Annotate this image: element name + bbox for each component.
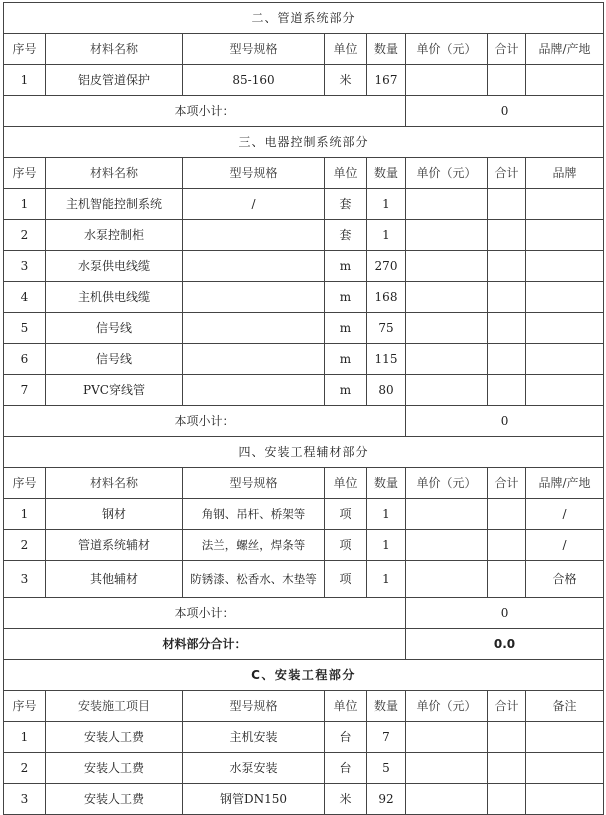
header-total: 合计 [488,691,526,722]
cell-remark [526,784,604,815]
header-spec: 型号规格 [183,34,325,65]
cell-remark [526,722,604,753]
header-unit: 单位 [325,691,367,722]
cell-brand [526,282,604,313]
cell-price [406,251,488,282]
cell-qty: 80 [367,375,406,406]
header-index: 序号 [4,468,46,499]
subtotal-value: 0 [406,96,604,127]
cell-brand [526,251,604,282]
subtotal-row [4,598,604,629]
section-title-row [4,3,604,34]
header-unit: 单位 [325,468,367,499]
cell-index: 3 [4,784,46,815]
materials-total-value: 0.0 [406,629,604,660]
table-row [4,499,604,530]
cell-unit: m [325,282,367,313]
header-row [4,468,604,499]
header-qty: 数量 [367,691,406,722]
cell-name: 信号线 [46,344,183,375]
header-index: 序号 [4,158,46,189]
table-row [4,282,604,313]
cell-name: 信号线 [46,313,183,344]
table-row [4,251,604,282]
cell-brand: 合格 [526,561,604,598]
cell-price [406,753,488,784]
cell-index: 5 [4,313,46,344]
materials-total-label: 材料部分合计： [4,629,406,660]
cell-brand [526,220,604,251]
cell-price [406,282,488,313]
cell-price [406,499,488,530]
cell-name: 安装人工费 [46,784,183,815]
cell-total [488,753,526,784]
table-row [4,753,604,784]
cell-index: 1 [4,499,46,530]
cell-total [488,375,526,406]
quotation-table [3,2,604,815]
subtotal-label: 本项小计： [4,96,406,127]
table-row [4,784,604,815]
cell-price [406,65,488,96]
table-row [4,344,604,375]
cell-name: 管道系统辅材 [46,530,183,561]
cell-name: 水泵控制柜 [46,220,183,251]
cell-brand: / [526,499,604,530]
cell-qty: 5 [367,753,406,784]
subtotal-row [4,406,604,437]
cell-qty: 1 [367,189,406,220]
cell-total [488,722,526,753]
section-title: 二、管道系统部分 [4,3,604,34]
subtotal-label: 本项小计： [4,406,406,437]
header-unit: 单位 [325,158,367,189]
cell-total [488,251,526,282]
cell-index: 2 [4,753,46,784]
cell-name: 钢材 [46,499,183,530]
table-row [4,375,604,406]
header-name: 材料名称 [46,468,183,499]
header-total: 合计 [488,158,526,189]
table-row [4,220,604,251]
cell-brand [526,375,604,406]
cell-price [406,375,488,406]
header-qty: 数量 [367,468,406,499]
cell-brand [526,313,604,344]
header-row [4,691,604,722]
header-total: 合计 [488,468,526,499]
header-brand: 品牌 [526,158,604,189]
cell-price [406,530,488,561]
header-spec: 型号规格 [183,691,325,722]
table-row [4,313,604,344]
table-row [4,722,604,753]
header-price: 单价（元） [406,158,488,189]
cell-unit: 项 [325,530,367,561]
materials-total-row [4,629,604,660]
cell-total [488,344,526,375]
cell-name: PVC穿线管 [46,375,183,406]
header-price: 单价（元） [406,691,488,722]
cell-index: 6 [4,344,46,375]
cell-spec [183,313,325,344]
cell-unit: m [325,344,367,375]
cell-index: 4 [4,282,46,313]
cell-spec [183,375,325,406]
cell-index: 3 [4,561,46,598]
cell-index: 1 [4,189,46,220]
cell-price [406,722,488,753]
header-remark: 备注 [526,691,604,722]
header-spec: 型号规格 [183,158,325,189]
cell-total [488,65,526,96]
cell-spec [183,282,325,313]
cell-price [406,561,488,598]
subtotal-label: 本项小计： [4,598,406,629]
cell-spec: 法兰，螺丝，焊条等 [183,530,325,561]
header-qty: 数量 [367,34,406,65]
cell-name: 主机智能控制系统 [46,189,183,220]
cell-spec: 角钢、吊杆、桥架等 [183,499,325,530]
cell-total [488,530,526,561]
cell-name: 其他辅材 [46,561,183,598]
cell-remark [526,753,604,784]
cell-brand [526,65,604,96]
cell-unit: m [325,251,367,282]
cell-total [488,220,526,251]
cell-qty: 1 [367,499,406,530]
cell-spec [183,220,325,251]
header-brand: 品牌/产地 [526,468,604,499]
cell-spec [183,344,325,375]
cell-qty: 92 [367,784,406,815]
cell-unit: 台 [325,753,367,784]
cell-index: 2 [4,220,46,251]
cell-qty: 168 [367,282,406,313]
header-row [4,158,604,189]
section-title-row [4,660,604,691]
subtotal-value: 0 [406,598,604,629]
table-row [4,561,604,598]
cell-qty: 1 [367,220,406,251]
cell-index: 3 [4,251,46,282]
cell-spec: 主机安装 [183,722,325,753]
cell-qty: 7 [367,722,406,753]
cell-index: 2 [4,530,46,561]
cell-spec: 防锈漆、松香水、木垫等 [183,561,325,598]
cell-spec: 钢管DN150 [183,784,325,815]
cell-unit: 套 [325,189,367,220]
cell-index: 7 [4,375,46,406]
subtotal-row [4,96,604,127]
header-brand: 品牌/产地 [526,34,604,65]
section-title: 四、安装工程辅材部分 [4,437,604,468]
header-qty: 数量 [367,158,406,189]
cell-qty: 1 [367,561,406,598]
table-row [4,530,604,561]
cell-unit: 台 [325,722,367,753]
cell-qty: 75 [367,313,406,344]
cell-total [488,189,526,220]
cell-qty: 270 [367,251,406,282]
cell-qty: 115 [367,344,406,375]
cell-unit: m [325,375,367,406]
header-index: 序号 [4,691,46,722]
cell-price [406,784,488,815]
cell-total [488,499,526,530]
header-total: 合计 [488,34,526,65]
cell-unit: 项 [325,499,367,530]
cell-total [488,561,526,598]
header-unit: 单位 [325,34,367,65]
cell-qty: 167 [367,65,406,96]
cell-brand [526,189,604,220]
cell-price [406,313,488,344]
cell-brand [526,344,604,375]
cell-name: 主机供电线缆 [46,282,183,313]
cell-price [406,189,488,220]
subtotal-value: 0 [406,406,604,437]
cell-price [406,220,488,251]
cell-total [488,313,526,344]
cell-unit: 项 [325,561,367,598]
cell-unit: m [325,313,367,344]
cell-spec [183,251,325,282]
header-name: 材料名称 [46,158,183,189]
cell-price [406,344,488,375]
cell-total [488,784,526,815]
table-row [4,65,604,96]
cell-name: 铝皮管道保护 [46,65,183,96]
quotation-body [4,3,604,815]
table-row [4,189,604,220]
cell-unit: 米 [325,784,367,815]
header-name: 安装施工项目 [46,691,183,722]
header-row [4,34,604,65]
header-spec: 型号规格 [183,468,325,499]
section-title: 三、电器控制系统部分 [4,127,604,158]
cell-spec: / [183,189,325,220]
cell-brand: / [526,530,604,561]
section-title: C、安装工程部分 [4,660,604,691]
cell-spec: 85-160 [183,65,325,96]
cell-unit: 米 [325,65,367,96]
section-title-row [4,437,604,468]
header-name: 材料名称 [46,34,183,65]
cell-qty: 1 [367,530,406,561]
section-title-row [4,127,604,158]
header-price: 单价（元） [406,468,488,499]
cell-unit: 套 [325,220,367,251]
cell-index: 1 [4,722,46,753]
cell-total [488,282,526,313]
cell-name: 安装人工费 [46,722,183,753]
cell-name: 水泵供电线缆 [46,251,183,282]
header-price: 单价（元） [406,34,488,65]
cell-spec: 水泵安装 [183,753,325,784]
header-index: 序号 [4,34,46,65]
cell-index: 1 [4,65,46,96]
cell-name: 安装人工费 [46,753,183,784]
